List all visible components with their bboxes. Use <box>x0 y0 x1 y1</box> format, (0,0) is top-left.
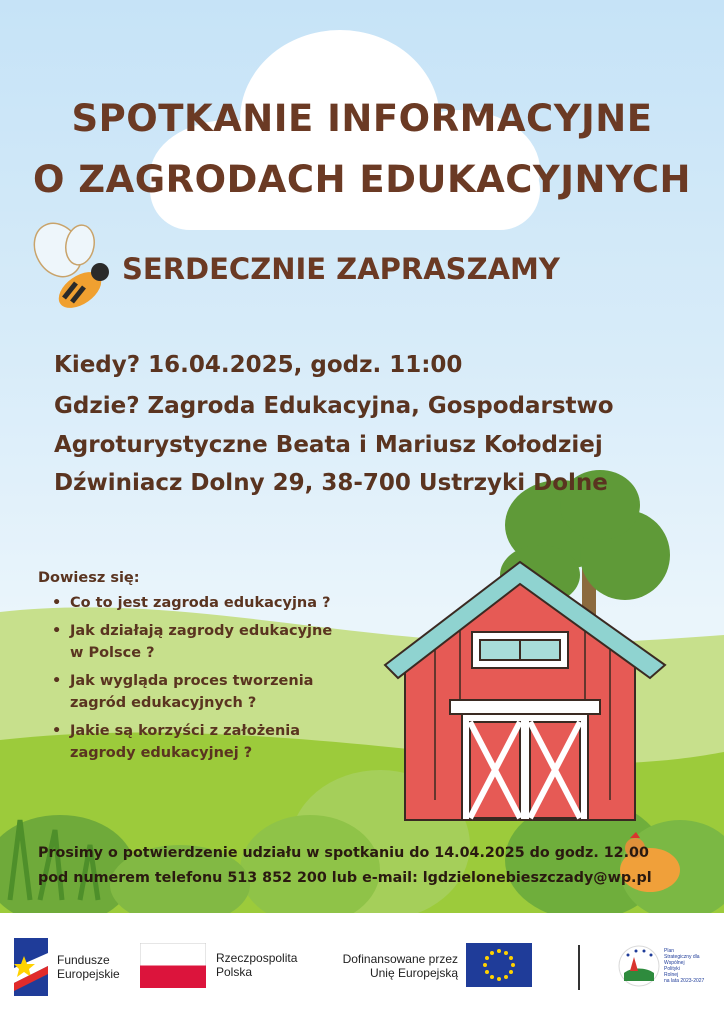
learn-item-text: Jak działają zagrody edukacyjne <box>70 623 333 639</box>
rp-logo-text: Rzeczpospolita Polska <box>216 951 298 979</box>
invitation-subtitle: SERDECZNIE ZAPRASZAMY <box>122 252 560 286</box>
bee-illustration <box>25 215 109 315</box>
event-location-line-1: Gdzie? Zagroda Edukacyjna, Gospodarstwo <box>54 393 614 419</box>
fe-logo-text: Fundusze Europejskie <box>57 953 120 981</box>
bullet-icon: • <box>52 673 62 689</box>
learn-section <box>38 570 410 770</box>
learn-item <box>38 592 410 614</box>
learn-heading: Dowiesz się: <box>38 570 140 586</box>
bullet-icon: • <box>52 595 62 611</box>
logo-divider <box>578 945 580 990</box>
learn-item-text: Jak wygląda proces tworzenia <box>70 673 314 689</box>
footer-logos <box>0 913 724 1024</box>
learn-item-text-cont: zagrody edukacyjnej ? <box>70 745 253 761</box>
polish-flag-icon <box>140 943 206 988</box>
learn-item-text-cont: w Polsce ? <box>70 645 155 661</box>
event-date: Kiedy? 16.04.2025, godz. 11:00 <box>54 352 463 378</box>
event-location-line-2: Agroturystyczne Beata i Mariusz Kołodziej <box>54 432 603 458</box>
eu-logo-text: Dofinansowane przez Unię Europejską <box>342 952 458 980</box>
bullet-icon: • <box>52 623 62 639</box>
learn-item <box>38 670 410 714</box>
confirmation-line-2: pod numerem telefonu 513 852 200 lub e-mail: lgdzielonebieszczady@wp.pl <box>38 870 652 886</box>
plan-strategiczny-logo-icon <box>616 943 662 989</box>
title-line-2: O ZAGRODACH EDUKACYJNYCH <box>32 158 692 201</box>
bullet-icon: • <box>52 723 62 739</box>
learn-item-text: Co to jest zagroda edukacyjna ? <box>70 595 331 611</box>
plan-logo-text: Plan Strategiczny dla Wspólnej Polityki Rolnej na lata 2023-2027 <box>664 948 705 984</box>
learn-item <box>38 620 410 664</box>
title-line-1: SPOTKANIE INFORMACYJNE <box>71 97 653 140</box>
confirmation-line-1: Prosimy o potwierdzenie udziału w spotkaniu do 14.04.2025 do godz. 12.00 <box>38 845 649 861</box>
event-address: Dźwiniacz Dolny 29, 38-700 Ustrzyki Dolne <box>54 470 608 496</box>
learn-item-text-cont: zagród edukacyjnych ? <box>70 695 257 711</box>
learn-item <box>38 720 410 764</box>
learn-list <box>38 592 410 764</box>
barn-illustration <box>385 562 665 820</box>
learn-item-text: Jakie są korzyści z założenia <box>70 723 301 739</box>
fundusze-europejskie-logo-icon <box>14 938 48 996</box>
eu-flag-icon <box>466 943 532 987</box>
